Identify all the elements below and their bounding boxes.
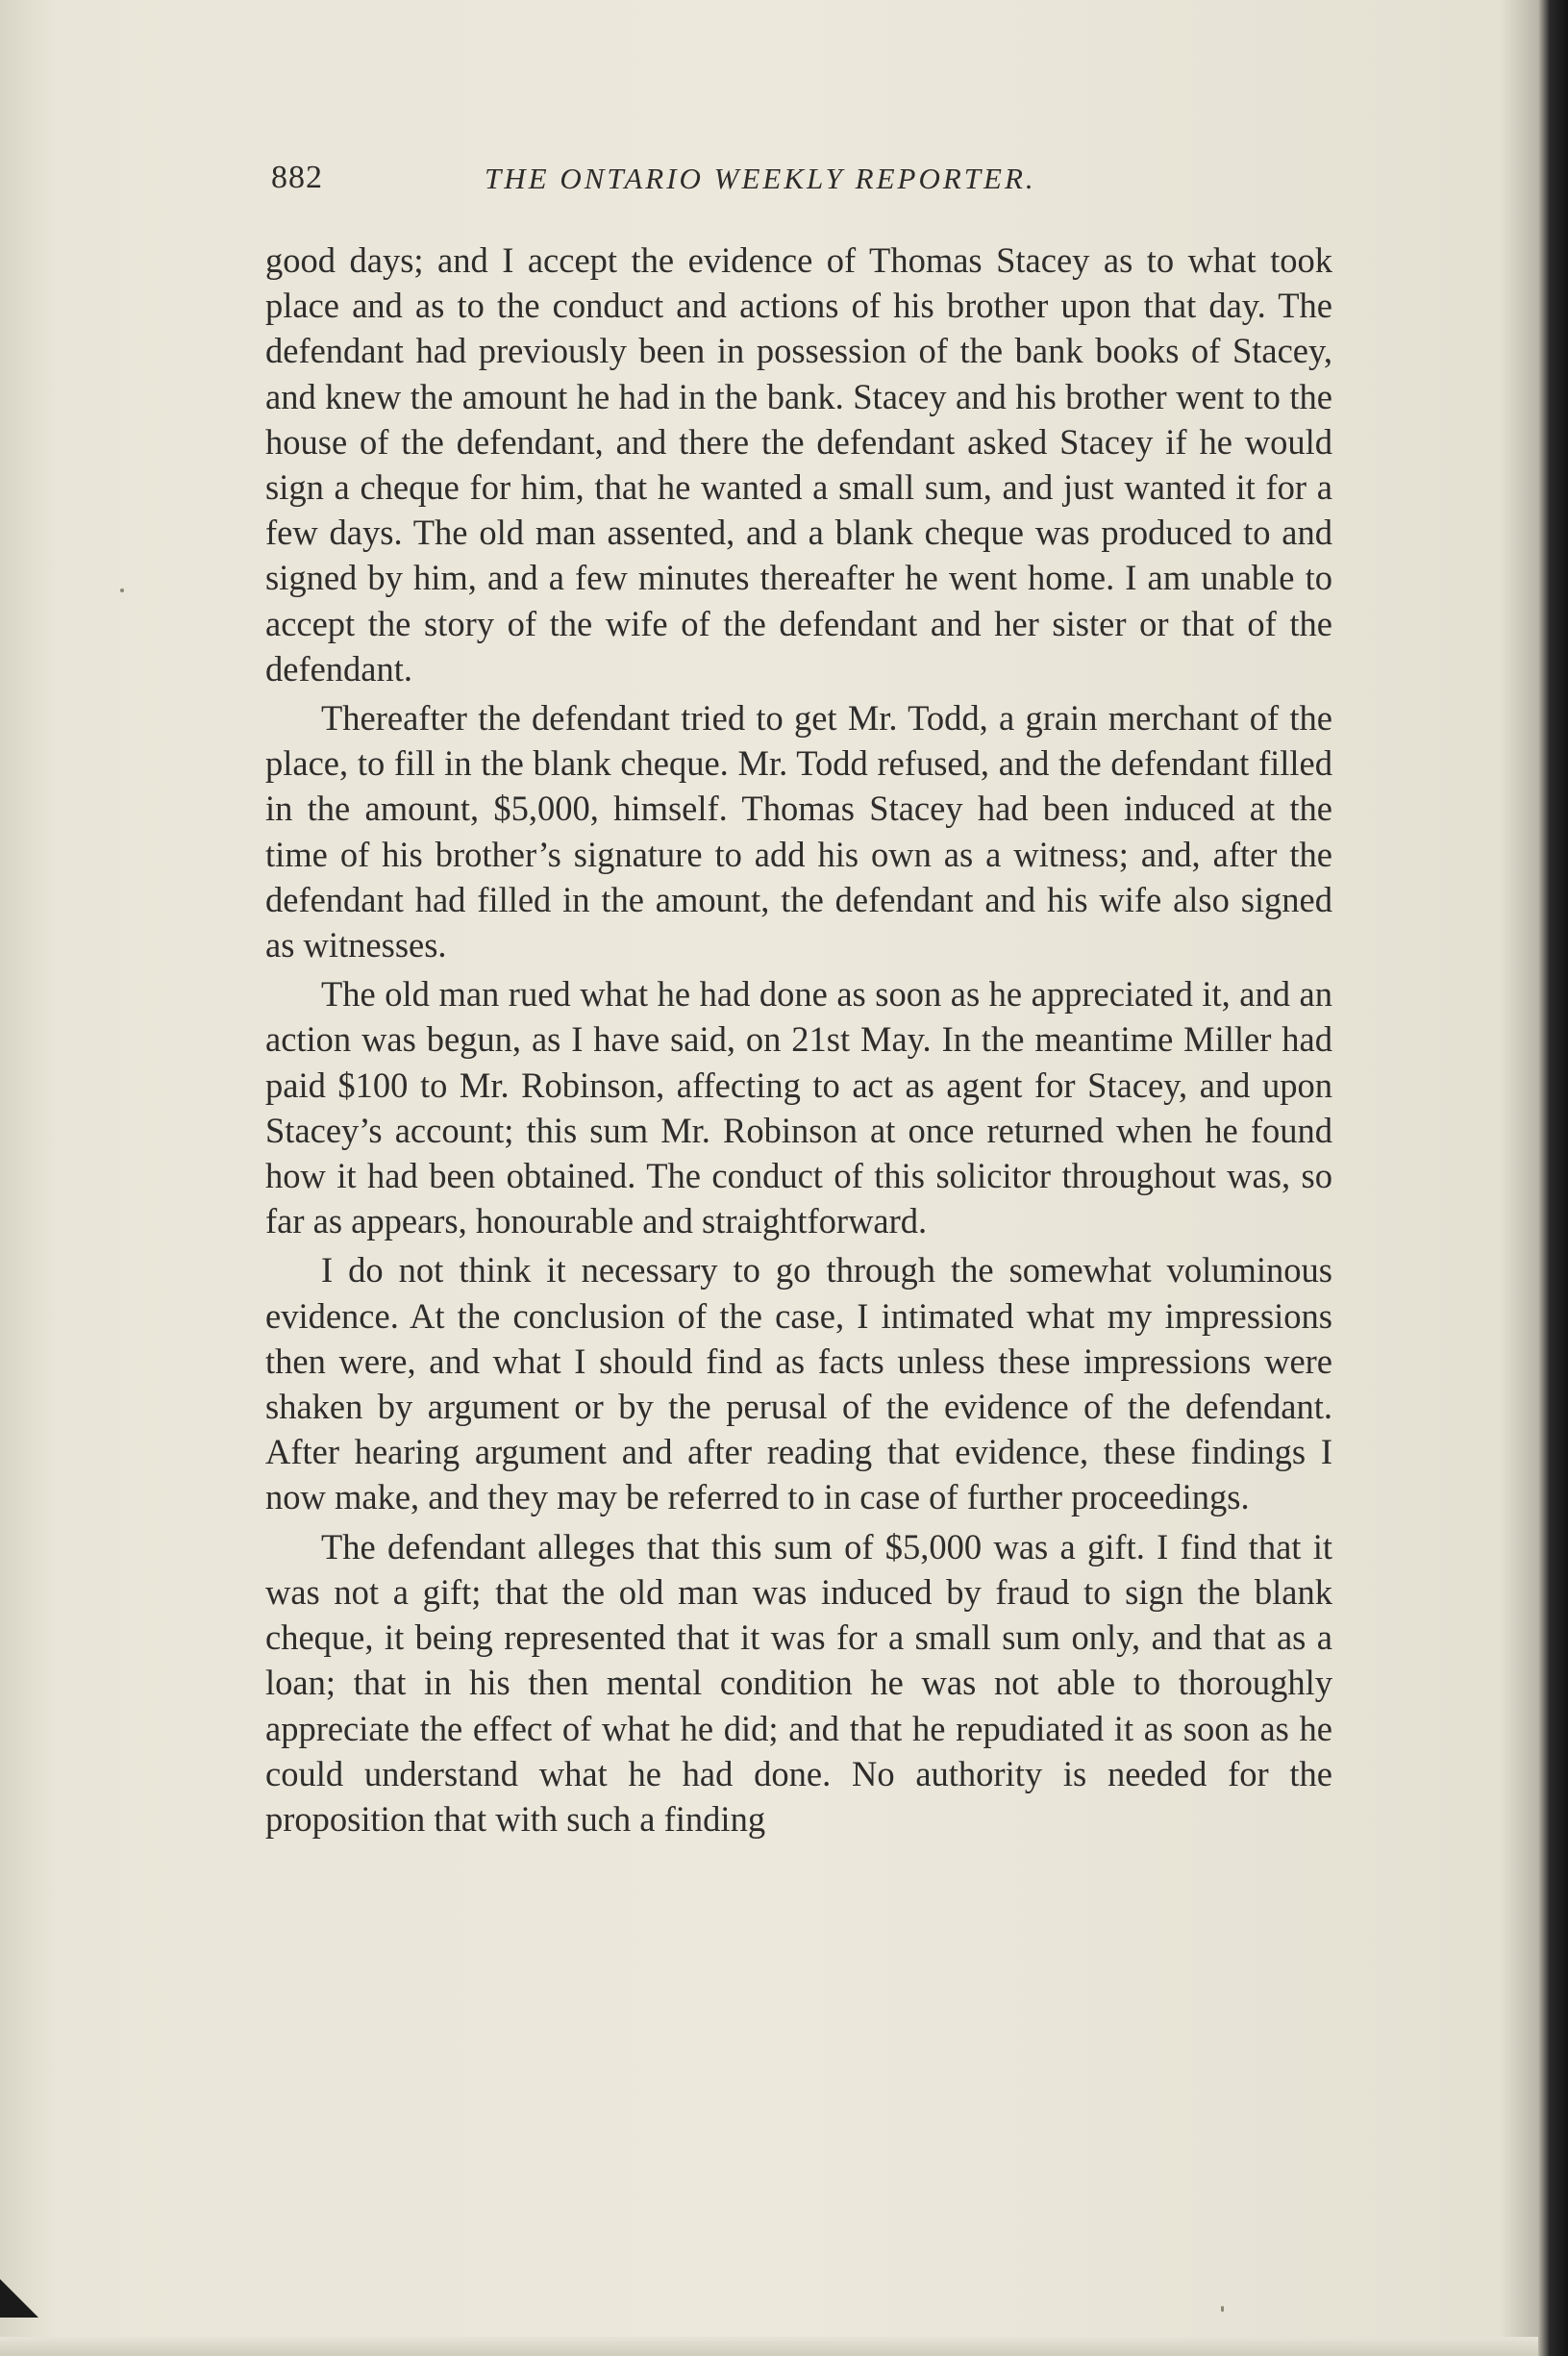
running-head: THE ONTARIO WEEKLY REPORTER.: [485, 162, 1036, 195]
page-header: [271, 160, 1329, 208]
paragraph: I do not think it necessary to go through the somewhat voluminous evidence. At the conclusion of the case, I intimated what my impressions then were, and what I should find as facts unless these impressions were shaken by argument or by the perusal of the evidence of the defendant. After hearing argument and after reading that evidence, these findings I now make, and they may be referred to in case of further proceedings.: [265, 1250, 1332, 1517]
paragraph: The defendant alleges that this sum of $5,000 was a gift. I find that it was not a gift; that the old man was induced by fraud to sign the blank cheque, it being represented that it was for a small sum only, and that as a loan; that in his then mental condition he was not able to thoroughly appreciate the effect of what he did; and that he repudiated it as soon as he could understand what he had done. No authority is needed for the proposition that with such a finding: [265, 1526, 1332, 1839]
paragraph-continued: good days; and I accept the evidence of Thomas Stacey as to what took place and as to the conduct and actions of his brother upon that day. The defendant had previously been in possession of the bank books of Stacey, and knew the amount he had in the bank. Stacey and his brother went to the house of the defendant, and there the defendant asked Stacey if he would sign a cheque for him, that he wanted a small sum, and just wanted it for a few days. The old man assented, and a blank cheque was produced to and signed by him, and a few minutes thereafter he went home. I am unable to accept the story of the wife of the defendant and her sister or that of the defendant.: [265, 240, 1332, 689]
paragraph: The old man rued what he had done as soon as he appreciated it, and an action was begun, as I have said, on 21st May. In the meantime Miller had paid $100 to Mr. Robinson, affecting to act as agent for Stacey, and upon Stacey’s account; this sum Mr. Robinson at once returned when he found how it had been obtained. The conduct of this solicitor throughout was, so far as appears, honourable and straightforward.: [265, 974, 1332, 1241]
paragraph: Thereafter the defendant tried to get Mr. Todd, a grain merchant of the place, to fill in the blank cheque. Mr. Todd refused, and the defendant filled in the amount, $5,000, himself. Thomas Stacey had been induced at the time of his brother’s signature to add his own as a witness; and, after the defendant had filled in the amount, the defendant and his wife also signed as witnesses.: [265, 698, 1332, 965]
bottom-edge: [0, 2337, 1538, 2356]
scan-speck: [1221, 2306, 1224, 2312]
page-number: 882: [271, 160, 323, 195]
scan-speck: [120, 589, 124, 592]
body-text: [265, 238, 1332, 1845]
binding-mark: [0, 2279, 38, 2318]
